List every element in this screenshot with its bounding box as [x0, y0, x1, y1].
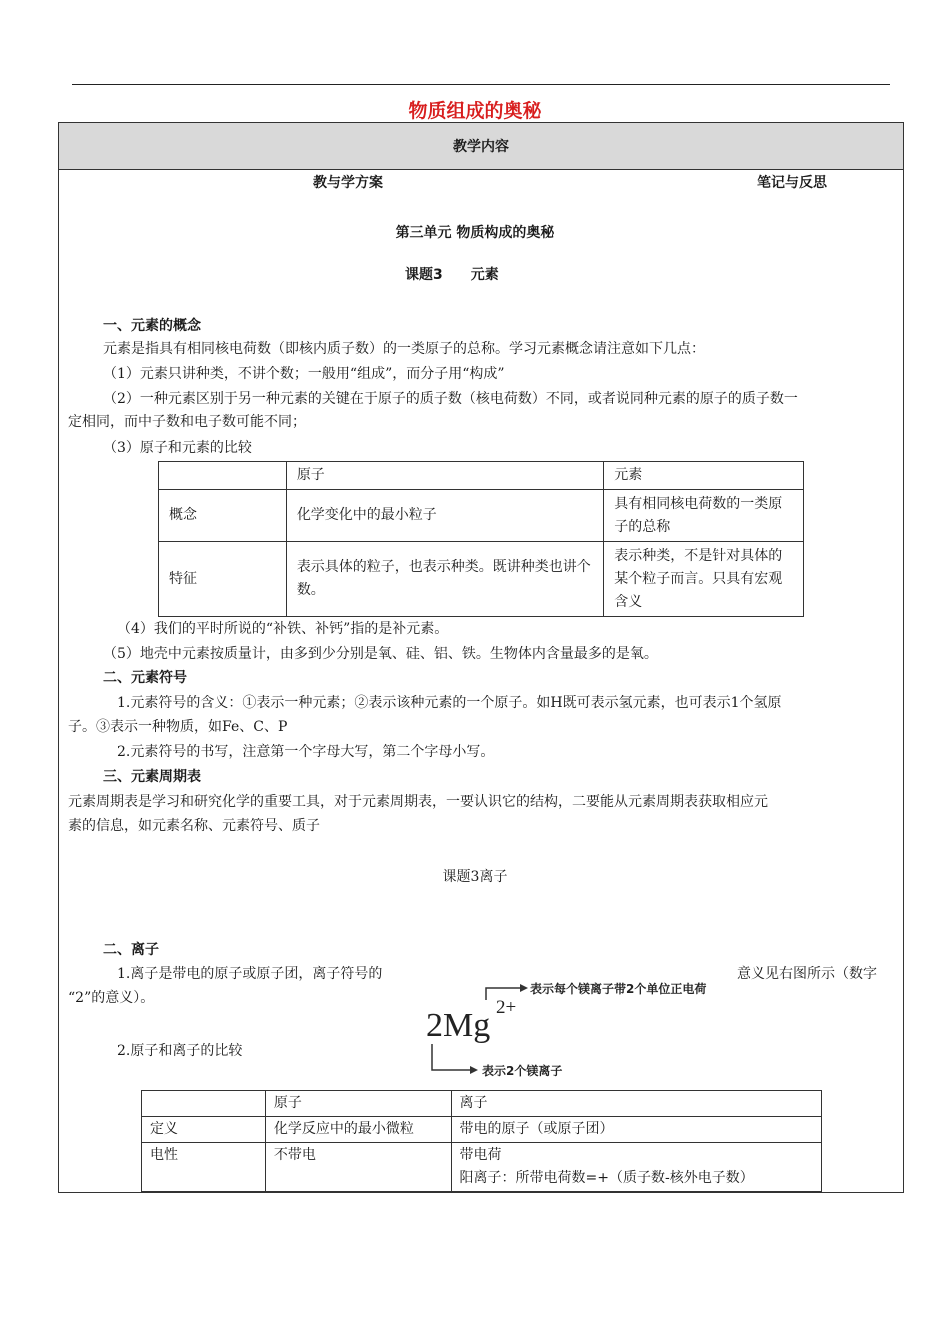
table-cell: 表示种类，不是针对具体的某个粒子而言。只具有宏观含义: [604, 542, 804, 617]
table-cell: 特征: [159, 542, 287, 617]
table-row: [159, 542, 804, 617]
column-right-title: 笔记与反思: [757, 175, 827, 191]
paragraph: 子。③表示一种物质，如Fe、C、P: [68, 719, 288, 735]
paragraph: 素的信息，如元素名称、元素符号、质子: [68, 818, 320, 834]
ion-symbol-figure: [420, 980, 740, 1080]
bottom-arrow-line: [432, 1044, 470, 1070]
table-cell: 具有相同核电荷数的一类原子的总称: [604, 490, 804, 542]
cell-line: 带电荷: [459, 1147, 502, 1163]
table-cell: 带电的原子（或原子团）: [451, 1117, 821, 1143]
paragraph: “2”的意义）。: [68, 990, 155, 1006]
top-arrow-head: [520, 984, 528, 992]
table-row: [142, 1091, 822, 1117]
table-cell: [142, 1091, 266, 1117]
paragraph: 元素周期表是学习和研究化学的重要工具，对于元素周期表，一要认识它的结构，二要能从元素周期表获取相应元: [68, 794, 768, 810]
table-cell: 元素: [604, 462, 804, 490]
table-cell: [451, 1143, 821, 1193]
lesson2-title: 课题3离子: [442, 869, 508, 885]
table-row: [159, 462, 804, 490]
paragraph: 定相同，而中子数和电子数可能不同；: [68, 414, 306, 430]
document-title: 物质组成的奥秘: [408, 100, 542, 122]
lesson-title: 课题3 元素: [405, 267, 499, 283]
section-heading-ion: 二、离子: [103, 942, 159, 958]
table-row: [142, 1117, 822, 1143]
paragraph: （2）一种元素区别于另一种元素的关键在于原子的质子数（核电荷数）不同，或者说同种元素的原子的质子数一: [103, 391, 798, 407]
paragraph: 元素是指具有相同核电荷数（即核内质子数）的一类原子的总称。学习元素概念请注意如下几点：: [103, 341, 705, 357]
section-heading-concept: 一、元素的概念: [103, 318, 201, 334]
bottom-label: 表示2个镁离子: [482, 1064, 563, 1078]
table-cell: 化学反应中的最小微粒: [265, 1117, 451, 1143]
table-row: [159, 490, 804, 542]
atom-ion-table: [141, 1090, 822, 1193]
table-cell: 原子: [265, 1091, 451, 1117]
table-row: [142, 1143, 822, 1193]
paragraph: 意义见右图所示（数字: [737, 966, 877, 982]
table-cell: [159, 462, 287, 490]
top-rule: [72, 84, 890, 85]
paragraph: （1）元素只讲种类，不讲个数；一般用“组成”，而分子用“构成”: [103, 366, 505, 382]
ion-formula: 2Mg: [426, 1007, 491, 1044]
top-label: 表示每个镁离子带2个单位正电荷: [530, 982, 707, 996]
table-cell: 概念: [159, 490, 287, 542]
table-cell: 定义: [142, 1117, 266, 1143]
unit-title: 第三单元 物质构成的奥秘: [395, 225, 555, 241]
paragraph: （5）地壳中元素按质量计，由多到少分别是氧、硅、铝、铁。生物体内含量最多的是氧。: [103, 646, 658, 662]
ion-charge: 2+: [496, 997, 517, 1018]
table-cell: 电性: [142, 1143, 266, 1193]
paragraph: 2.原子和离子的比较: [117, 1043, 243, 1059]
table-cell: 化学变化中的最小粒子: [286, 490, 603, 542]
section-heading-periodic: 三、元素周期表: [103, 769, 201, 785]
paragraph: （3）原子和元素的比较: [103, 440, 252, 456]
table-cell: 不带电: [265, 1143, 451, 1193]
paragraph: 1.元素符号的含义：①表示一种元素；②表示该种元素的一个原子。如H既可表示氢元素，也可表示1个氢原: [117, 695, 782, 711]
header-band: [59, 123, 903, 170]
atom-element-table: [158, 461, 804, 617]
bottom-arrow-head: [470, 1066, 478, 1074]
paragraph: 2.元素符号的书写，注意第一个字母大写，第二个字母小写。: [117, 744, 495, 760]
paragraph: （4）我们的平时所说的“补铁、补钙”指的是补元素。: [117, 621, 449, 637]
table-cell: 离子: [451, 1091, 821, 1117]
cell-line: 阳离子：所带电荷数=+（质子数-核外电子数）: [459, 1170, 754, 1186]
column-left-title: 教与学方案: [313, 175, 383, 191]
paragraph: 1.离子是带电的原子或原子团，离子符号的: [117, 966, 383, 982]
table-cell: 原子: [286, 462, 603, 490]
table-cell: 表示具体的粒子，也表示种类。既讲种类也讲个数。: [286, 542, 603, 617]
section-heading-symbol: 二、元素符号: [103, 670, 187, 686]
header-title: 教学内容: [453, 139, 509, 155]
